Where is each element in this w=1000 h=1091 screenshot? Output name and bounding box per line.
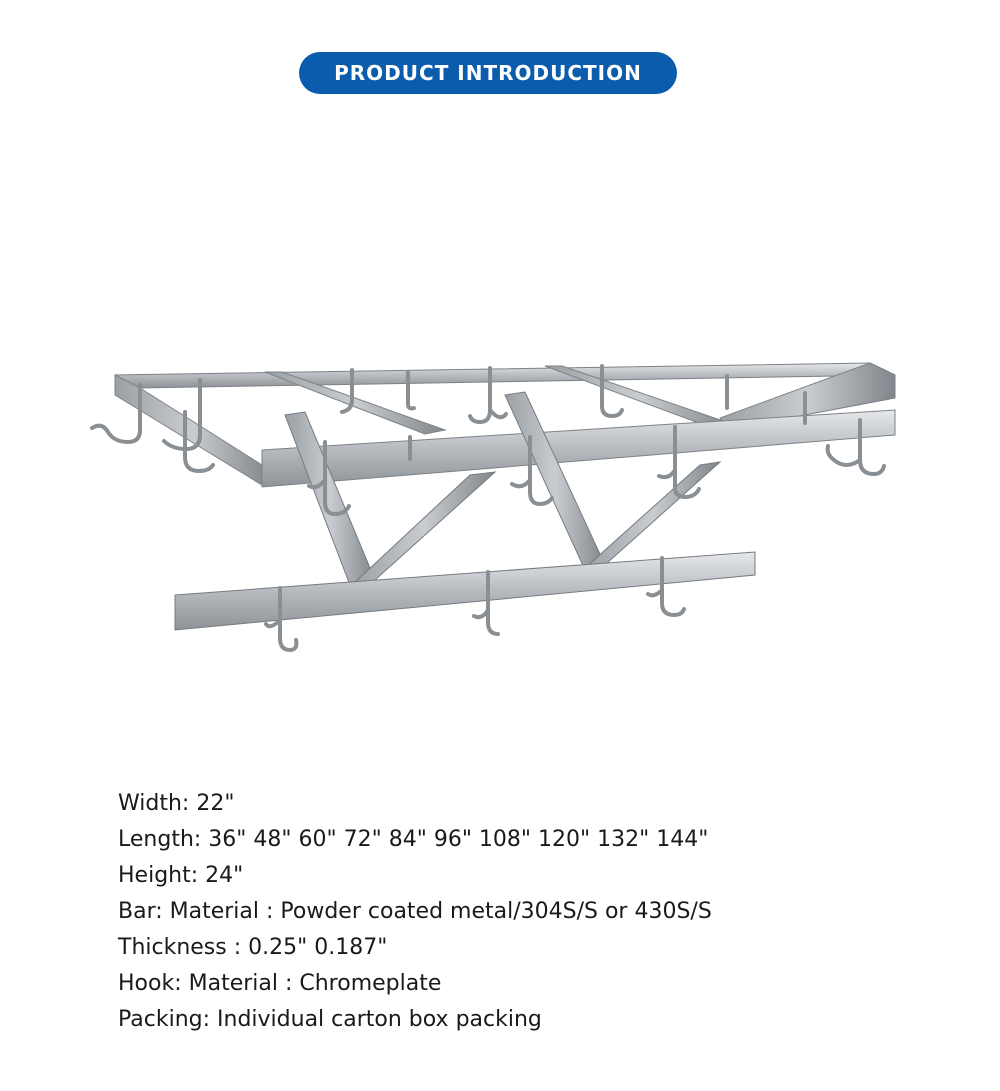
specifications-list [118,786,978,1038]
frame-front-rail [262,410,895,487]
spec-bar-material: Bar: Material : Powder coated metal/304S/S or 430S/S [118,899,712,924]
wall-mount-bar [175,552,755,630]
frame-back-rail [115,363,895,388]
spec-packing: Packing: Individual carton box packing [118,1007,542,1032]
product-introduction-badge: PRODUCT INTRODUCTION [299,52,677,94]
support-leg-2 [352,472,495,585]
spec-hook-material: Hook: Material : Chromeplate [118,971,442,996]
spec-thickness: Thickness : 0.25" 0.187" [118,935,388,960]
spec-width: Width: 22" [118,791,235,816]
support-leg-3 [505,392,605,570]
spec-height: Height: 24" [118,863,244,888]
pot-rack-image [0,180,1000,740]
spec-length: Length: 36" 48" 60" 72" 84" 96" 108" 120" 132" 144" [118,827,709,852]
support-leg-1 [285,412,375,585]
support-leg-4 [585,462,720,568]
